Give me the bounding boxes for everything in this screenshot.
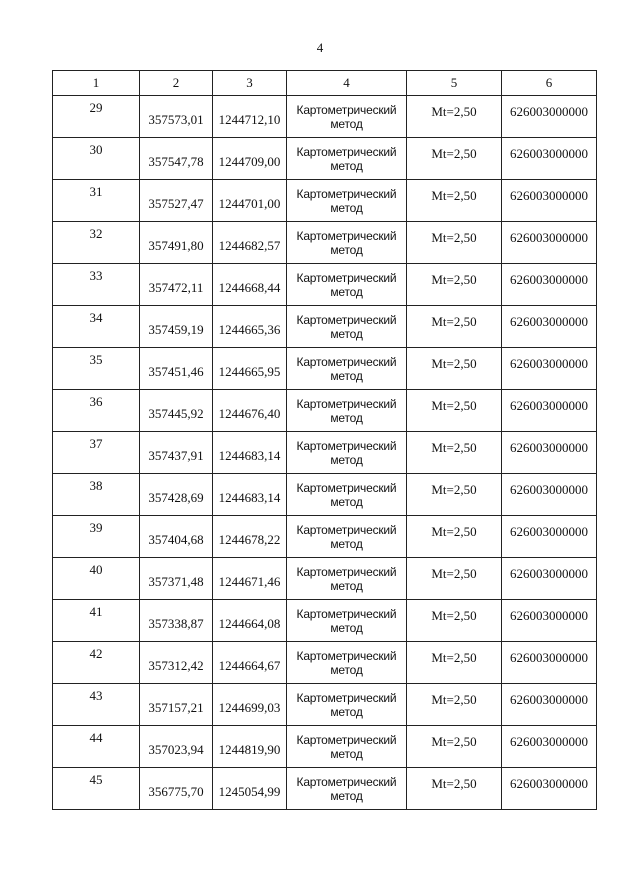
code-cell: 626003000000 <box>502 684 597 726</box>
method-line-1: Картометрический <box>296 312 397 327</box>
code-cell: 626003000000 <box>502 264 597 306</box>
method-line-2: метод <box>330 116 363 131</box>
accuracy-cell: Mt=2,50 <box>407 222 502 264</box>
method-cell <box>287 96 407 138</box>
x-coordinate-cell: 357451,46 <box>140 348 213 390</box>
point-number-cell: 39 <box>53 516 140 558</box>
x-coordinate-cell: 357527,47 <box>140 180 213 222</box>
table-row <box>53 558 597 600</box>
table-row <box>53 180 597 222</box>
y-coordinate-cell: 1245054,99 <box>213 768 287 810</box>
y-coordinate-cell: 1244678,22 <box>213 516 287 558</box>
header-cell: 1 <box>53 71 140 96</box>
point-number-cell: 35 <box>53 348 140 390</box>
y-coordinate-cell: 1244682,57 <box>213 222 287 264</box>
method-line-1: Картометрический <box>296 606 397 621</box>
table-row <box>53 684 597 726</box>
method-line-2: метод <box>330 326 363 341</box>
accuracy-cell: Mt=2,50 <box>407 264 502 306</box>
x-coordinate-cell: 357547,78 <box>140 138 213 180</box>
point-number-cell: 34 <box>53 306 140 348</box>
method-line-2: метод <box>330 620 363 635</box>
method-cell <box>287 642 407 684</box>
accuracy-cell: Mt=2,50 <box>407 474 502 516</box>
method-line-2: метод <box>330 704 363 719</box>
table-row <box>53 600 597 642</box>
method-line-2: метод <box>330 158 363 173</box>
code-cell: 626003000000 <box>502 558 597 600</box>
method-line-1: Картометрический <box>296 228 397 243</box>
method-cell <box>287 726 407 768</box>
method-line-1: Картометрический <box>296 354 397 369</box>
accuracy-cell: Mt=2,50 <box>407 516 502 558</box>
method-line-1: Картометрический <box>296 102 397 117</box>
accuracy-cell: Mt=2,50 <box>407 684 502 726</box>
accuracy-cell: Mt=2,50 <box>407 726 502 768</box>
x-coordinate-cell: 357445,92 <box>140 390 213 432</box>
point-number-cell: 38 <box>53 474 140 516</box>
point-number-cell: 33 <box>53 264 140 306</box>
table-row <box>53 348 597 390</box>
point-number-cell: 40 <box>53 558 140 600</box>
code-cell: 626003000000 <box>502 348 597 390</box>
code-cell: 626003000000 <box>502 642 597 684</box>
code-cell: 626003000000 <box>502 138 597 180</box>
y-coordinate-cell: 1244819,90 <box>213 726 287 768</box>
code-cell: 626003000000 <box>502 180 597 222</box>
accuracy-cell: Mt=2,50 <box>407 558 502 600</box>
y-coordinate-cell: 1244712,10 <box>213 96 287 138</box>
x-coordinate-cell: 357472,11 <box>140 264 213 306</box>
point-number-cell: 29 <box>53 96 140 138</box>
method-line-1: Картометрический <box>296 270 397 285</box>
accuracy-cell: Mt=2,50 <box>407 306 502 348</box>
table-row <box>53 138 597 180</box>
table-row <box>53 726 597 768</box>
y-coordinate-cell: 1244701,00 <box>213 180 287 222</box>
y-coordinate-cell: 1244665,95 <box>213 348 287 390</box>
x-coordinate-cell: 357338,87 <box>140 600 213 642</box>
point-number-cell: 36 <box>53 390 140 432</box>
method-line-1: Картометрический <box>296 774 397 789</box>
x-coordinate-cell: 357404,68 <box>140 516 213 558</box>
code-cell: 626003000000 <box>502 96 597 138</box>
method-line-1: Картометрический <box>296 564 397 579</box>
method-cell <box>287 474 407 516</box>
accuracy-cell: Mt=2,50 <box>407 768 502 810</box>
code-cell: 626003000000 <box>502 516 597 558</box>
accuracy-cell: Mt=2,50 <box>407 180 502 222</box>
accuracy-cell: Mt=2,50 <box>407 96 502 138</box>
method-cell <box>287 222 407 264</box>
point-number-cell: 44 <box>53 726 140 768</box>
header-row <box>53 71 597 96</box>
method-line-2: метод <box>330 200 363 215</box>
code-cell: 626003000000 <box>502 222 597 264</box>
header-cell: 4 <box>287 71 407 96</box>
table-row <box>53 264 597 306</box>
table-row <box>53 474 597 516</box>
x-coordinate-cell: 357573,01 <box>140 96 213 138</box>
method-line-1: Картометрический <box>296 522 397 537</box>
accuracy-cell: Mt=2,50 <box>407 138 502 180</box>
header-cell: 3 <box>213 71 287 96</box>
x-coordinate-cell: 357023,94 <box>140 726 213 768</box>
y-coordinate-cell: 1244699,03 <box>213 684 287 726</box>
point-number-cell: 37 <box>53 432 140 474</box>
x-coordinate-cell: 357459,19 <box>140 306 213 348</box>
method-cell <box>287 768 407 810</box>
method-line-2: метод <box>330 242 363 257</box>
point-number-cell: 30 <box>53 138 140 180</box>
method-line-2: метод <box>330 368 363 383</box>
method-line-2: метод <box>330 788 363 803</box>
method-line-2: метод <box>330 746 363 761</box>
table-row <box>53 222 597 264</box>
header-cell: 2 <box>140 71 213 96</box>
method-cell <box>287 558 407 600</box>
method-line-1: Картометрический <box>296 438 397 453</box>
y-coordinate-cell: 1244676,40 <box>213 390 287 432</box>
accuracy-cell: Mt=2,50 <box>407 348 502 390</box>
table-body <box>53 96 597 810</box>
point-number-cell: 41 <box>53 600 140 642</box>
method-cell <box>287 180 407 222</box>
coordinates-table <box>52 70 597 810</box>
method-line-2: метод <box>330 662 363 677</box>
y-coordinate-cell: 1244671,46 <box>213 558 287 600</box>
method-cell <box>287 306 407 348</box>
code-cell: 626003000000 <box>502 306 597 348</box>
method-cell <box>287 516 407 558</box>
y-coordinate-cell: 1244665,36 <box>213 306 287 348</box>
table-row <box>53 96 597 138</box>
x-coordinate-cell: 357491,80 <box>140 222 213 264</box>
x-coordinate-cell: 357371,48 <box>140 558 213 600</box>
method-line-1: Картометрический <box>296 732 397 747</box>
method-line-1: Картометрический <box>296 690 397 705</box>
code-cell: 626003000000 <box>502 726 597 768</box>
table-header <box>53 71 597 96</box>
x-coordinate-cell: 357428,69 <box>140 474 213 516</box>
method-line-1: Картометрический <box>296 186 397 201</box>
header-cell: 6 <box>502 71 597 96</box>
point-number-cell: 32 <box>53 222 140 264</box>
code-cell: 626003000000 <box>502 600 597 642</box>
code-cell: 626003000000 <box>502 432 597 474</box>
method-line-2: метод <box>330 452 363 467</box>
y-coordinate-cell: 1244709,00 <box>213 138 287 180</box>
accuracy-cell: Mt=2,50 <box>407 432 502 474</box>
method-cell <box>287 432 407 474</box>
y-coordinate-cell: 1244664,67 <box>213 642 287 684</box>
header-cell: 5 <box>407 71 502 96</box>
table-row <box>53 390 597 432</box>
accuracy-cell: Mt=2,50 <box>407 642 502 684</box>
point-number-cell: 43 <box>53 684 140 726</box>
method-cell <box>287 138 407 180</box>
y-coordinate-cell: 1244683,14 <box>213 432 287 474</box>
code-cell: 626003000000 <box>502 474 597 516</box>
method-line-1: Картометрический <box>296 480 397 495</box>
method-line-2: метод <box>330 536 363 551</box>
method-cell <box>287 264 407 306</box>
method-line-1: Картометрический <box>296 396 397 411</box>
table-row <box>53 768 597 810</box>
method-cell <box>287 600 407 642</box>
table-row <box>53 642 597 684</box>
method-line-1: Картометрический <box>296 648 397 663</box>
y-coordinate-cell: 1244668,44 <box>213 264 287 306</box>
method-cell <box>287 390 407 432</box>
accuracy-cell: Mt=2,50 <box>407 600 502 642</box>
code-cell: 626003000000 <box>502 768 597 810</box>
method-line-1: Картометрический <box>296 144 397 159</box>
method-line-2: метод <box>330 410 363 425</box>
method-line-2: метод <box>330 494 363 509</box>
x-coordinate-cell: 357157,21 <box>140 684 213 726</box>
point-number-cell: 42 <box>53 642 140 684</box>
method-line-2: метод <box>330 284 363 299</box>
method-cell <box>287 348 407 390</box>
table-row <box>53 432 597 474</box>
table-row <box>53 306 597 348</box>
x-coordinate-cell: 357312,42 <box>140 642 213 684</box>
x-coordinate-cell: 357437,91 <box>140 432 213 474</box>
method-cell <box>287 684 407 726</box>
table-row <box>53 516 597 558</box>
code-cell: 626003000000 <box>502 390 597 432</box>
point-number-cell: 31 <box>53 180 140 222</box>
point-number-cell: 45 <box>53 768 140 810</box>
page-number: 4 <box>316 40 324 55</box>
method-line-2: метод <box>330 578 363 593</box>
accuracy-cell: Mt=2,50 <box>407 390 502 432</box>
x-coordinate-cell: 356775,70 <box>140 768 213 810</box>
y-coordinate-cell: 1244683,14 <box>213 474 287 516</box>
y-coordinate-cell: 1244664,08 <box>213 600 287 642</box>
